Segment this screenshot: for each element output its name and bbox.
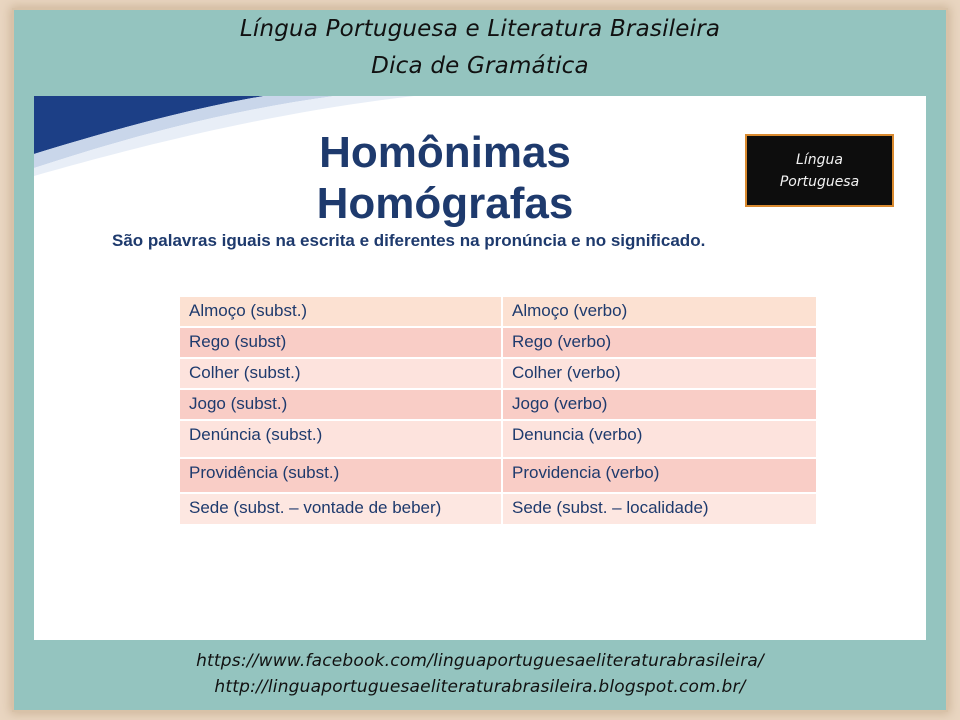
table-cell-noun: Rego (subst) (179, 327, 502, 358)
table-cell-verb: Colher (verbo) (502, 358, 817, 389)
facebook-link[interactable]: https://www.facebook.com/linguaportuguesaeliteraturabrasileira/ (196, 651, 764, 671)
table-row (179, 458, 817, 493)
table-cell-verb: Rego (verbo) (502, 327, 817, 358)
badge-line2: Portuguesa (779, 173, 860, 190)
table-row (179, 358, 817, 389)
table-cell-verb: Providencia (verbo) (502, 458, 817, 493)
table-row (179, 420, 817, 458)
table-row (179, 327, 817, 358)
table-cell-noun: Almoço (subst.) (179, 296, 502, 327)
table-row (179, 296, 817, 327)
subject-badge (745, 134, 894, 207)
badge-line1: Língua (796, 151, 843, 168)
table-cell-noun: Sede (subst. – vontade de beber) (179, 493, 502, 525)
table-cell-verb: Denuncia (verbo) (502, 420, 817, 458)
homograph-table (178, 295, 818, 526)
page-subtitle: Dica de Gramática (371, 53, 589, 79)
table-row (179, 389, 817, 420)
table-cell-verb: Jogo (verbo) (502, 389, 817, 420)
slide-image (34, 96, 926, 640)
definition-text: São palavras iguais na escrita e diferentes na pronúncia e no significado. (112, 231, 706, 250)
table-cell-verb: Sede (subst. – localidade) (502, 493, 817, 525)
table-cell-noun: Denúncia (subst.) (179, 420, 502, 458)
table-row (179, 493, 817, 525)
slide-title-line1: Homônimas (319, 128, 571, 177)
table-cell-noun: Jogo (subst.) (179, 389, 502, 420)
page-title: Língua Portuguesa e Literatura Brasileira (239, 16, 721, 42)
table-cell-noun: Colher (subst.) (179, 358, 502, 389)
table-cell-verb: Almoço (verbo) (502, 296, 817, 327)
table-cell-noun: Providência (subst.) (179, 458, 502, 493)
slide-title-line2: Homógrafas (316, 179, 574, 228)
blog-link[interactable]: http://linguaportuguesaeliteraturabrasileira.blogspot.com.br/ (214, 677, 746, 697)
